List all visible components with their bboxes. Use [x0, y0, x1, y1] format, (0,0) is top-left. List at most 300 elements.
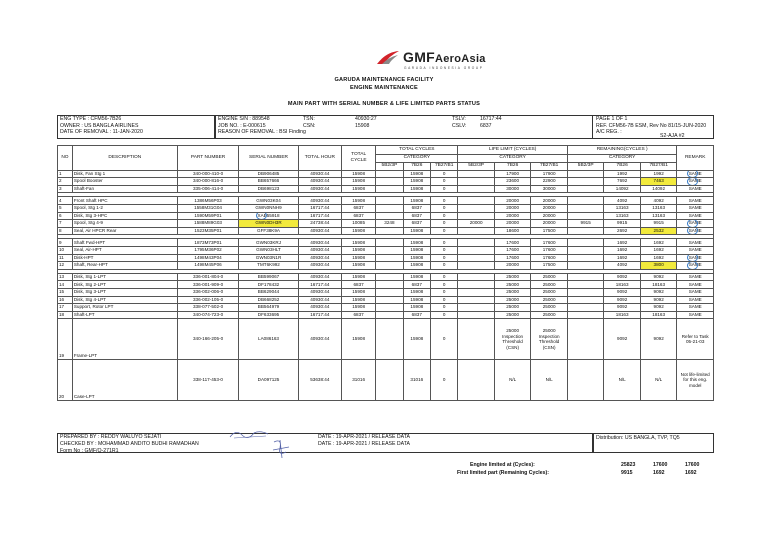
row-serial-number: DB668252: [239, 296, 298, 304]
row-total-cycle: 15908: [342, 227, 376, 235]
col-total-cycle: TOTAL CYCLE: [342, 146, 376, 171]
col-7b27-2: 7B27/B1: [531, 162, 568, 170]
form-number: Form No : GMF/Q-271R1: [60, 448, 119, 454]
row-description: Seal, Air-HPT: [72, 246, 177, 254]
row-cycles-7b26: 15908: [403, 227, 430, 235]
row-remaining-7b27: 1692: [640, 246, 677, 254]
col-7b27-1: 7B27/B1: [430, 162, 457, 170]
row-limit-7b27: 25000: [531, 296, 568, 304]
row-total-hour: 40930:44: [298, 185, 341, 193]
row-limit-5b2: [458, 185, 495, 193]
row-no: 2: [58, 178, 73, 186]
distribution: Distribution: US BANGLA, TVP, TQ5: [596, 435, 680, 441]
circled-value: XAE55918: [257, 212, 280, 218]
row-remaining-5b2: [567, 170, 604, 178]
row-limit-5b2: [458, 204, 495, 212]
row-limit-5b2: [458, 311, 495, 319]
row-serial-number: GWN0DH3R: [239, 220, 298, 228]
row-cycles-5b2: [376, 212, 403, 220]
row-part-number: 340-000-816-0: [177, 178, 239, 186]
row-limit-7b27: 17500: [531, 227, 568, 235]
row-total-hour: 40930:44: [298, 262, 341, 270]
row-part-number: 336-002-006-0: [177, 288, 239, 296]
row-remaining-5b2: [567, 296, 604, 304]
row-remaining-5b2: [567, 281, 604, 289]
row-total-hour: 40930:44: [298, 304, 341, 312]
parts-table-special: [58, 319, 714, 401]
row-limit-7b27: 20000: [531, 197, 568, 205]
row-limit-7b26: 25000: [494, 281, 531, 289]
row-remaining-7b27: 18163: [640, 311, 677, 319]
row-remark: SAME: [677, 304, 714, 312]
row-remaining-7b26: 1692: [604, 254, 641, 262]
document-title: MAIN PART WITH SERIAL NUMBER & LIFE LIMITED PARTS STATUS: [287, 101, 481, 107]
row-remaining-7b26: 2692: [604, 227, 641, 235]
row-total-hour: 40930:44: [298, 170, 341, 178]
row-serial-number: BB629044: [239, 288, 298, 296]
csn-label: CSN:: [303, 122, 316, 129]
row-remaining-5b2: [567, 246, 604, 254]
cslv-value: 6837: [480, 122, 492, 129]
row-limit-7b27: 22900: [531, 178, 568, 186]
row-no: 13: [58, 273, 73, 281]
row-cycles-7b26: 15908: [403, 296, 430, 304]
tsn-value: 40930:27: [355, 116, 377, 122]
col-part-number: PART NUMBER: [177, 146, 239, 171]
col-no: NO: [58, 146, 73, 171]
row-cycles-5b2: [376, 296, 403, 304]
col-7b26-3: 7B26: [604, 162, 641, 170]
row-cycles-7b26: 15908: [403, 197, 430, 205]
table-row: [58, 185, 714, 193]
row-serial-number: DB906485: [239, 170, 298, 178]
row-remaining-5b2: [567, 254, 604, 262]
row-serial-number: TMT6K992: [239, 262, 298, 270]
row-total-hour: 16717:44: [298, 204, 341, 212]
row-limit-5b2: [458, 227, 495, 235]
first-limited-1: 9915: [621, 470, 633, 476]
row-no: 10: [58, 246, 73, 254]
row-cycles-5b2: [376, 185, 403, 193]
row-limit-7b26: 30000: [494, 185, 531, 193]
row-cycles-7b26: 15908: [403, 170, 430, 178]
row-limit-7b27: 25000: [531, 311, 568, 319]
row-limit-7b26: 25000: [494, 273, 531, 281]
col-remaining: REMAINING(CYCLES ): [567, 146, 677, 155]
row-cycles-7b27: 0: [430, 220, 457, 228]
col-life-limit: LIFE LIMIT (CYCLES): [458, 146, 568, 155]
row-limit-5b2: [458, 197, 495, 205]
row-no: 8: [58, 227, 73, 235]
row-cycles-7b26: 6837: [403, 311, 430, 319]
row-limit-7b27: 25000: [531, 288, 568, 296]
table-row: [58, 227, 714, 235]
row-limit-5b2: [458, 304, 495, 312]
row-cycles-5b2: [376, 204, 403, 212]
row-cycles-7b26: 6837: [403, 204, 430, 212]
parts-table-body: [58, 170, 714, 319]
signature-1-icon: [228, 428, 272, 440]
row-cycles-7b27: 0: [430, 311, 457, 319]
row-limit-7b26: 25000: [494, 304, 531, 312]
row-total-hour: 40930:44: [298, 288, 341, 296]
row-limit-7b26: 17600: [494, 246, 531, 254]
col-5b2-1: 5B2/3P: [376, 162, 403, 170]
row-remark: [677, 170, 714, 178]
row-serial-number: GWN03K04: [239, 197, 298, 205]
row-remaining-5b2: [567, 178, 604, 186]
row-part-number: 1558M31G04: [177, 204, 239, 212]
row-total-hour: 40930:44: [298, 254, 341, 262]
csn-value: 15908: [355, 122, 370, 129]
table-row: [58, 204, 714, 212]
row-cycles-5b2: [376, 311, 403, 319]
row-cycles-7b26: 6837: [403, 281, 430, 289]
row-total-cycle: 6837: [342, 204, 376, 212]
table-row: [58, 239, 714, 247]
row-remaining-5b2: [567, 227, 604, 235]
row-description: Shaft-LPT: [72, 311, 177, 319]
table-row: [58, 304, 714, 312]
row-part-number: 338-077-502-0: [177, 304, 239, 312]
circled-value: SAME: [688, 170, 702, 176]
gmf-wing-icon: [376, 50, 400, 66]
row-remaining-5b2: [567, 311, 604, 319]
row-serial-number: GWN0NNH9: [239, 204, 298, 212]
first-limited-3: 1692: [685, 470, 697, 476]
row-no: 12: [58, 262, 73, 270]
row-total-hour: 16717:44: [298, 311, 341, 319]
row-cycles-7b27: 0: [430, 262, 457, 270]
row-cycles-7b27: 0: [430, 212, 457, 220]
row-serial-number: DF633695: [239, 311, 298, 319]
row-cycles-5b2: [376, 170, 403, 178]
row-remaining-7b27: 9092: [640, 273, 677, 281]
row-remaining-7b27: 3800: [640, 262, 677, 270]
row-remark: SAME: [677, 204, 714, 212]
row-cycles-5b2: [376, 262, 403, 270]
row-remark: [677, 220, 714, 228]
row-remark: SAME: [677, 185, 714, 193]
row-total-cycle: 15908: [342, 288, 376, 296]
col-category-3: CATEGORY: [567, 155, 677, 163]
parts-table-header: [58, 146, 714, 171]
row-limit-7b27: 25000: [531, 281, 568, 289]
row-remaining-7b26: 9092: [604, 288, 641, 296]
row-remark: SAME: [677, 197, 714, 205]
row-total-cycle: 15908: [342, 178, 376, 186]
row-total-cycle: 6837: [342, 281, 376, 289]
tsn-label: TSN:: [303, 116, 315, 122]
row-description: Support, Rotor LPT: [72, 304, 177, 312]
row-part-number: 336-001-909-0: [177, 281, 239, 289]
row-cycles-5b2: [376, 246, 403, 254]
row-part-number: 336-001-804-0: [177, 273, 239, 281]
row-total-cycle: 15908: [342, 170, 376, 178]
row-cycles-7b26: 15908: [403, 262, 430, 270]
row-remark: [677, 254, 714, 262]
row-cycles-7b26: 15908: [403, 185, 430, 193]
row-cycles-7b27: 0: [430, 254, 457, 262]
table-row: [58, 246, 714, 254]
row-serial-number: GFF38K9A: [239, 227, 298, 235]
row-total-hour: 40930:44: [298, 239, 341, 247]
row-cycles-5b2: [376, 254, 403, 262]
row-remark: SAME: [677, 288, 714, 296]
row-description: Seal, Air HPCR Rear: [72, 227, 177, 235]
row-description: Disk, Stg 4-LPT: [72, 296, 177, 304]
row-part-number: 1498M43P04: [177, 254, 239, 262]
row-remaining-5b2: 9915: [567, 220, 604, 228]
row-cycles-7b27: 0: [430, 296, 457, 304]
col-description: DESCRIPTION: [72, 146, 177, 171]
row-total-hour: 40930:44: [298, 178, 341, 186]
owner: OWNER : US BANGLA AIRLINES: [60, 122, 139, 129]
row-limit-5b2: 20000: [458, 220, 495, 228]
row-cycles-7b27: 0: [430, 204, 457, 212]
first-limited-label: First limited part (Remaining Cycles):: [457, 470, 549, 476]
row-part-number: 1590M59P01: [177, 212, 239, 220]
row-part-number: 1386M56P03: [177, 197, 239, 205]
row-remaining-5b2: [567, 212, 604, 220]
row-limit-7b26: 20000: [494, 220, 531, 228]
row-total-hour: 24738:44: [298, 220, 341, 228]
row-total-hour: 40930:44: [298, 273, 341, 281]
row-description: Disk, Stg 3-HPC: [72, 212, 177, 220]
row-limit-7b27: 17900: [531, 170, 568, 178]
row-remark: [677, 227, 714, 235]
row-no: 17: [58, 304, 73, 312]
circled-value: SAME: [688, 178, 702, 184]
row-description: Disk, Stg 1-LPT: [72, 273, 177, 281]
row-cycles-7b26: 15908: [403, 254, 430, 262]
row-cycles-7b26: 15908: [403, 288, 430, 296]
checked-by: CHECKED BY : MOHAMMAD ANDITO BUDHI RAMADHAN: [60, 441, 199, 447]
row-total-cycle: 15908: [342, 273, 376, 281]
engine-limited-2: 17600: [653, 462, 668, 468]
eng-type: ENG TYPE : CFM56-7B26: [60, 116, 122, 122]
release-date-2: DATE : 19-APR-2021 / RELEASE DATA: [318, 441, 410, 447]
row-remaining-7b27: 9915: [640, 220, 677, 228]
tslv-label: TSLV:: [452, 116, 466, 122]
table-row: [58, 197, 714, 205]
row-limit-7b27: 17600: [531, 254, 568, 262]
row-total-hour: 16717:44: [298, 281, 341, 289]
row-part-number: 335-006-414-0: [177, 185, 239, 193]
row-remaining-7b26: 14092: [604, 185, 641, 193]
row-limit-7b26: 20000: [494, 262, 531, 270]
row-cycles-7b26: 15908: [403, 273, 430, 281]
row-part-number: 1523M35P01: [177, 227, 239, 235]
row-no: 3: [58, 185, 73, 193]
row-cycles-7b27: 0: [430, 281, 457, 289]
row-limit-7b26: 20000: [494, 212, 531, 220]
page-number: PAGE 1 OF 1: [596, 116, 628, 122]
table-row: [58, 311, 714, 319]
row-no: 9: [58, 239, 73, 247]
row-remaining-7b27: 9092: [640, 288, 677, 296]
row-remaining-7b26: 13163: [604, 204, 641, 212]
row-total-cycle: 15908: [342, 185, 376, 193]
row-remaining-7b26: 4092: [604, 262, 641, 270]
row-remaining-7b27: 1992: [640, 170, 677, 178]
table-row: 19 Frame-LPT 340-166-205-0 LA086163 40930:44 15908 15908 0 25000 Inspection Threshold (CSN) 25000 Inspection Threshold (CSN) 9092 9092 Refer to Task 05-21-03: [58, 319, 714, 360]
table-row: [58, 288, 714, 296]
row-remaining-7b26: 7692: [604, 178, 641, 186]
row-limit-7b26: 23600: [494, 178, 531, 186]
row-remark: [677, 262, 714, 270]
row-limit-7b27: 25000: [531, 304, 568, 312]
row-remaining-5b2: [567, 204, 604, 212]
row-cycles-7b27: 0: [430, 304, 457, 312]
release-date-1: DATE : 19-APR-2021 / RELEASE DATA: [318, 434, 410, 440]
row-serial-number: BB657666: [239, 178, 298, 186]
row-no: 11: [58, 254, 73, 262]
row-limit-5b2: [458, 281, 495, 289]
col-category-2: CATEGORY: [458, 155, 568, 163]
row-description: Front Shaft HPC: [72, 197, 177, 205]
row-limit-5b2: [458, 296, 495, 304]
table-row: [58, 220, 714, 228]
circled-value: SAME: [688, 220, 702, 226]
row-no: 4: [58, 197, 73, 205]
row-limit-5b2: [458, 178, 495, 186]
row-part-number: 340-000-410-0: [177, 170, 239, 178]
job-no: JOB NO. : E-000615: [218, 122, 266, 129]
row-cycles-7b26: 6837: [403, 220, 430, 228]
row-no: 6: [58, 212, 73, 220]
first-limited-2: 1692: [653, 470, 665, 476]
row-remark: SAME: [677, 273, 714, 281]
row-cycles-5b2: [376, 281, 403, 289]
cslv-label: CSLV:: [452, 122, 467, 129]
parts-table: [57, 145, 714, 401]
row-limit-5b2: [458, 246, 495, 254]
row-serial-number: BB564979: [239, 304, 298, 312]
table-row: [58, 178, 714, 186]
row-remaining-7b27: 13163: [640, 212, 677, 220]
row-limit-5b2: [458, 170, 495, 178]
row-cycles-7b26: 15908: [403, 246, 430, 254]
row-cycles-7b27: 0: [430, 170, 457, 178]
col-total-hour: TOTAL HOUR: [298, 146, 341, 171]
row-serial-number: GWN03N1R: [239, 254, 298, 262]
col-5b2-2: 5B2/3P: [458, 162, 495, 170]
row-remaining-7b26: 9092: [604, 296, 641, 304]
row-description: Disk, Stg 2-LPT: [72, 281, 177, 289]
row-limit-7b26: 17900: [494, 170, 531, 178]
row-no: 7: [58, 220, 73, 228]
row-remaining-7b27: 1692: [640, 254, 677, 262]
row-limit-7b27: 17600: [531, 246, 568, 254]
row-total-hour: 40930:44: [298, 296, 341, 304]
table-row: [58, 296, 714, 304]
col-total-cycles: TOTAL CYCLES: [376, 146, 458, 155]
row-description: Shaft Fwd-HPT: [72, 239, 177, 247]
row-limit-7b26: 25000: [494, 288, 531, 296]
col-5b2-3: 5B2/3P: [567, 162, 604, 170]
row-remaining-7b26: 1692: [604, 246, 641, 254]
row-remark: SAME: [677, 239, 714, 247]
row-limit-7b26: 18600: [494, 227, 531, 235]
row-cycles-5b2: [376, 288, 403, 296]
col-serial-number: SERIAL NUMBER: [239, 146, 298, 171]
row-total-cycle: 6837: [342, 212, 376, 220]
department-name: ENGINE MAINTENANCE: [350, 85, 418, 91]
row-remaining-7b26: 18163: [604, 311, 641, 319]
row-cycles-5b2: [376, 178, 403, 186]
row-limit-7b27: 25000: [531, 273, 568, 281]
row-limit-5b2: [458, 273, 495, 281]
row-description: Disk, Stg 3-LPT: [72, 288, 177, 296]
row-remaining-5b2: [567, 197, 604, 205]
prepared-by: PREPARED BY : REDDY WALUYO SEJATI: [60, 434, 162, 440]
row-total-hour: 40930:44: [298, 197, 341, 205]
row-limit-7b26: 25000: [494, 311, 531, 319]
row-total-cycle: 15908: [342, 262, 376, 270]
circled-value: SAME: [688, 262, 702, 268]
row-description: Shaft, Rear-HPT: [72, 262, 177, 270]
row-total-cycle: 15908: [342, 296, 376, 304]
row-limit-7b27: 30000: [531, 185, 568, 193]
engine-limited-3: 17600: [685, 462, 700, 468]
row-cycles-7b27: 0: [430, 197, 457, 205]
row-total-hour: 16717:44: [298, 212, 341, 220]
row-limit-5b2: [458, 254, 495, 262]
table-row: [58, 212, 714, 220]
logo-brand: GMF: [403, 49, 436, 65]
row-cycles-7b27: 0: [430, 227, 457, 235]
row-remaining-7b26: 1692: [604, 239, 641, 247]
row-cycles-7b26: 15908: [403, 304, 430, 312]
row-serial-number: DF178432: [239, 281, 298, 289]
row-total-cycle: 15908: [342, 197, 376, 205]
row-limit-7b26: 20000: [494, 204, 531, 212]
row-limit-7b26: 17600: [494, 254, 531, 262]
row-cycles-5b2: 3248: [376, 220, 403, 228]
row-cycles-7b27: 0: [430, 239, 457, 247]
row-limit-7b27: 20000: [531, 220, 568, 228]
row-limit-7b27: 20000: [531, 212, 568, 220]
facility-name: GARUDA MAINTENANCE FACILITY: [334, 77, 434, 83]
ac-reg-label: A/C REG. :: [596, 129, 622, 136]
row-total-cycle: 15908: [342, 304, 376, 312]
row-description: Spool, Stg 4-9: [72, 220, 177, 228]
row-part-number: 1588M89G03: [177, 220, 239, 228]
row-limit-7b27: 20000: [531, 204, 568, 212]
col-7b26-1: 7B26: [403, 162, 430, 170]
row-total-cycle: 6837: [342, 311, 376, 319]
row-total-cycle: 15908: [342, 239, 376, 247]
row-remaining-7b27: 4092: [640, 197, 677, 205]
row-remaining-7b26: 18163: [604, 281, 641, 289]
row-remaining-7b26: 9092: [604, 304, 641, 312]
table-row: [58, 262, 714, 270]
row-cycles-7b27: 0: [430, 246, 457, 254]
row-no: 16: [58, 296, 73, 304]
row-description: Disk-HPT: [72, 254, 177, 262]
row-total-cycle: 15908: [342, 254, 376, 262]
row-cycles-7b26: 15908: [403, 178, 430, 186]
row-limit-5b2: [458, 288, 495, 296]
row-limit-7b26: 25000: [494, 296, 531, 304]
row-limit-5b2: [458, 262, 495, 270]
row-remaining-7b27: 1692: [640, 239, 677, 247]
row-cycles-5b2: [376, 304, 403, 312]
table-row: [58, 273, 714, 281]
row-remaining-7b26: 1992: [604, 170, 641, 178]
signature-2-icon: [270, 438, 292, 460]
